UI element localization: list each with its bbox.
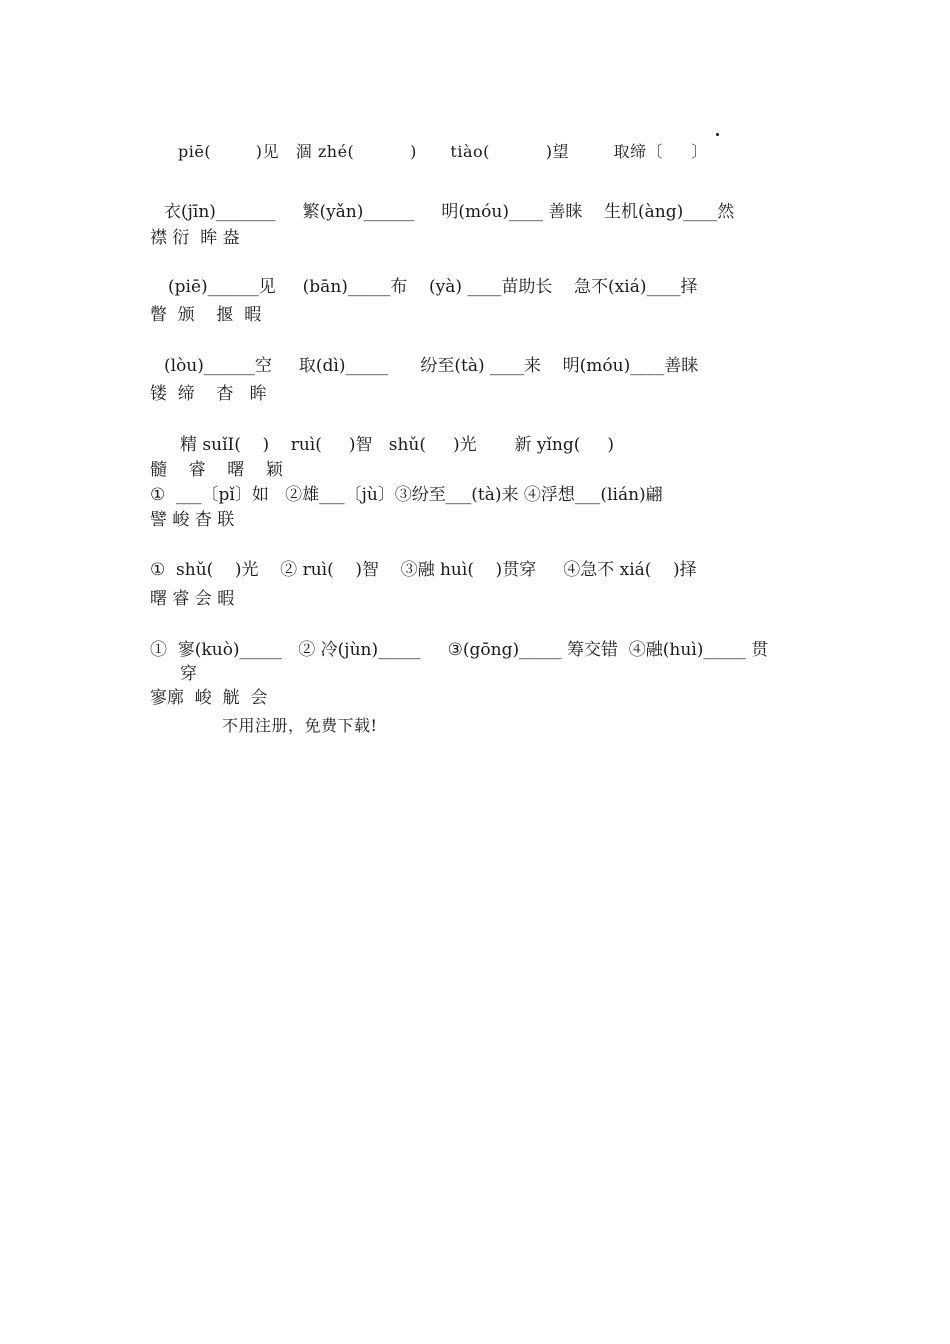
answer-line-6: 譬 峻 杳 联: [150, 510, 235, 530]
emphasis-dot: [716, 133, 719, 136]
answer-line-4: 镂 缔 杳 眸: [150, 384, 267, 404]
footer-note: 不用注册，免费下载!: [222, 716, 378, 735]
pinyin-line-3: (piē)______见 (bān)_____布 (yà) ____苗助长 急不(xiá)____择: [168, 277, 698, 297]
pinyin-line-8-wrap: 穿: [180, 664, 197, 684]
pinyin-line-6: ① ___〔pǐ〕如 ②雄___〔jù〕③纷至___(tà)来 ④浮想___(lián)翩: [150, 485, 663, 505]
pinyin-line-7: ① shǔ( )光 ② ruì( )智 ③融 huì( )贯穿 ④急不 xiá( )择: [150, 560, 697, 580]
answer-line-8: 寥廓 峻 觥 会: [150, 688, 268, 708]
pinyin-line-8: ① 寥(kuò)_____ ② 冷(jùn)_____ ③(gōng)_____ 筹交错 ④融(huì)_____ 贯: [150, 640, 769, 660]
answer-line-7: 曙 睿 会 暇: [150, 589, 235, 609]
answer-line-5: 髓 睿 曙 颖: [150, 460, 283, 480]
answer-line-3: 瞥 颁 揠 暇: [150, 305, 262, 325]
answer-line-2: 襟 衍 眸 盎: [150, 228, 240, 248]
pinyin-line-5: 精 suǐI( ) ruì( )智 shǔ( )光 新 yǐng( ): [180, 435, 615, 455]
pinyin-line-4: (lòu)______空 取(dì)_____ 纷至(tà) ____来 明(móu)____善睐: [164, 356, 699, 376]
pinyin-line-1: piē( )见 涸 zhé( ) tiào( )望 取缔〔 〕: [178, 142, 708, 161]
pinyin-line-2: 衣(jīn)_______ 繁(yǎn)______ 明(móu)____ 善睐 生机(àng)____然: [164, 202, 735, 222]
